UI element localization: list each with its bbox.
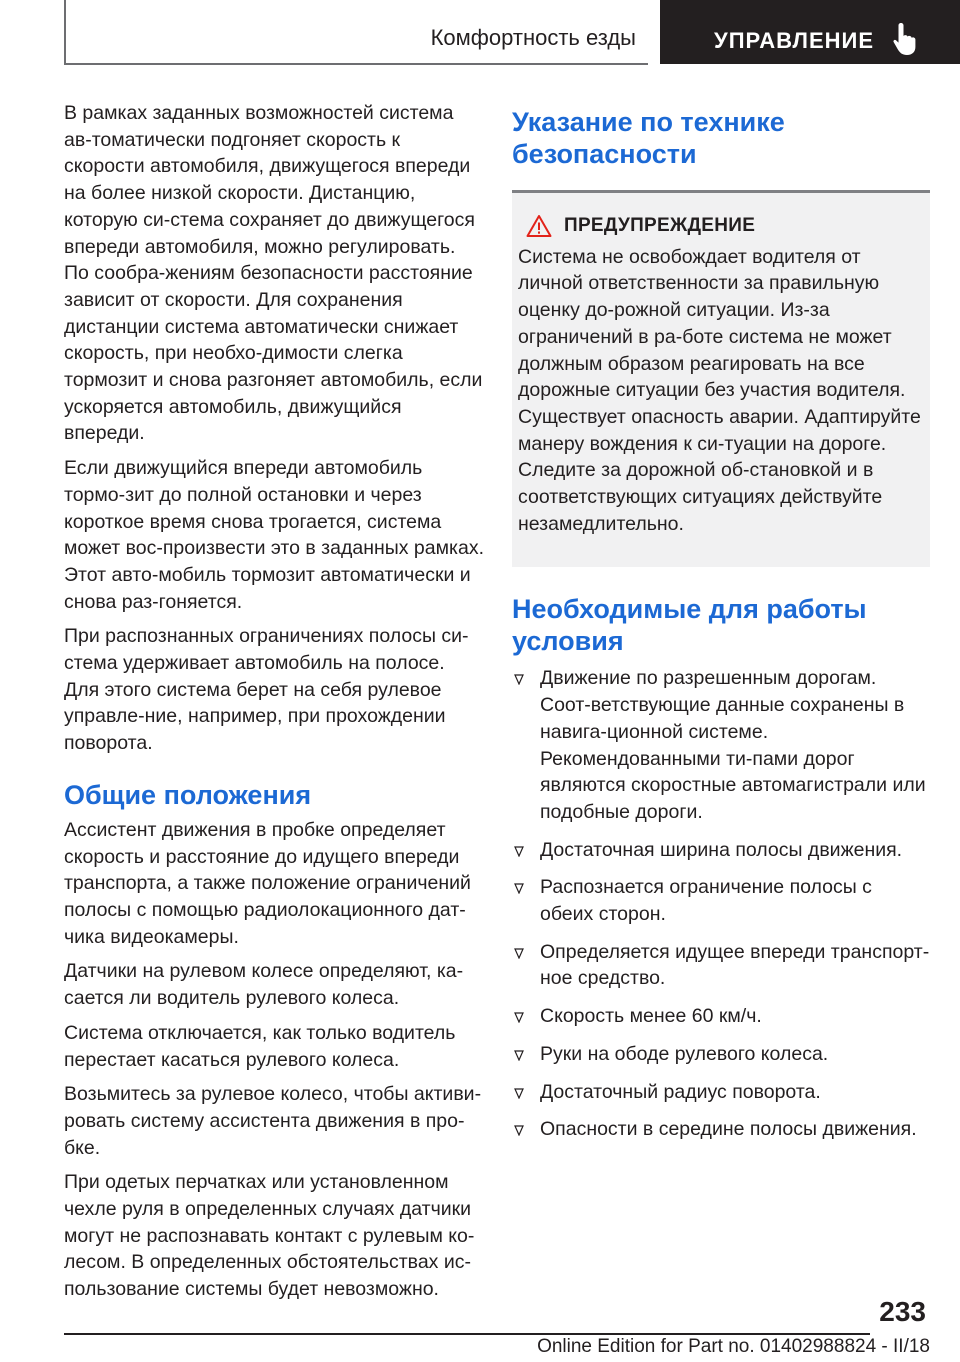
triangle-bullet-icon bbox=[514, 846, 524, 857]
list-item-text: Достаточный радиус поворота. bbox=[540, 1080, 821, 1103]
list-item-text: Руки на ободе рулевого колеса. bbox=[540, 1042, 829, 1065]
list-item bbox=[512, 837, 930, 864]
triangle-bullet-icon bbox=[514, 883, 524, 894]
general-paragraph-4: Возьмитесь за рулевое колесо, чтобы активи-ровать систему ассистента движения в про-бке. bbox=[64, 1083, 482, 1159]
right-column bbox=[512, 100, 930, 1154]
list-item bbox=[512, 1079, 930, 1106]
warning-box bbox=[512, 193, 930, 567]
triangle-bullet-icon bbox=[514, 1012, 524, 1023]
general-paragraph-3: Система отключается, как только водитель перестает касаться рулевого колеса. bbox=[64, 1021, 456, 1071]
list-item bbox=[512, 1116, 930, 1143]
list-item-text: Скорость менее 60 км/ч. bbox=[540, 1005, 762, 1028]
triangle-bullet-icon bbox=[514, 948, 524, 959]
list-item bbox=[512, 665, 930, 825]
list-item bbox=[512, 874, 930, 927]
list-item bbox=[512, 939, 930, 992]
header-underline bbox=[64, 63, 648, 65]
page-number: 233 bbox=[879, 1296, 926, 1327]
triangle-bullet-icon bbox=[514, 1050, 524, 1061]
safety-heading: Указание по технике безопасности bbox=[512, 107, 785, 169]
pointing-hand-icon bbox=[892, 22, 922, 56]
triangle-bullet-icon bbox=[514, 1088, 524, 1099]
chapter-tab bbox=[660, 0, 960, 64]
general-paragraph-2: Датчики на рулевом колесе определяют, ка-сается ли водитель рулевого колеса. bbox=[64, 960, 464, 1010]
left-column bbox=[64, 100, 484, 1311]
requirements-list bbox=[512, 665, 930, 1143]
edition-footer: Online Edition for Part no. 01402988824 - II/18 bbox=[537, 1336, 930, 1357]
intro-paragraph-2: Если движущийся впереди автомобиль тормо-зит до полной остановки и через короткое время снова трогается, система может вос-произвести это в заданных рамках. Этот авто-мобиль тормозит автоматически и снова раз-гоняется. bbox=[64, 457, 484, 613]
triangle-bullet-icon bbox=[514, 674, 524, 685]
list-item-text: Опасности в середине полосы движения. bbox=[540, 1118, 917, 1141]
list-item bbox=[512, 1041, 930, 1068]
general-paragraph-5: При одетых перчатках или установленном чехле руля в определенных случаях датчики могут не распознавать контакт с рулевым ко-лесом. В определенных обстоятельствах ис-пользование системы будет невозможно. bbox=[64, 1171, 475, 1301]
list-item bbox=[512, 1003, 930, 1030]
list-item-text: Распознается ограничение полосы с обеих сторон. bbox=[540, 876, 872, 926]
intro-paragraph-3: При распознанных ограничениях полосы си-стема удерживает автомобиль на полосе. Для этого система берет на себя рулевое управле-ние, например, при прохождении поворота. bbox=[64, 625, 469, 755]
list-item-text: Определяется идущее впереди транспорт-ное средство. bbox=[540, 940, 930, 990]
warning-text: Система не освобождает водителя от личной ответственности за правильную оценку до-рожной ситуации. Из-за ограничений в ра-боте система не может должным образом реагировать на все дорожные ситуации без участия водителя. Существует опасность аварии. Адаптируйте манеру вождения к си-туации на дороге. Следите за дорожной об-становкой и в соответствующих ситуациях действуйте незамедлительно. bbox=[518, 245, 921, 535]
list-item-text: Достаточная ширина полосы движения. bbox=[540, 838, 903, 861]
warning-title: ПРЕДУПРЕЖДЕНИЕ bbox=[564, 215, 756, 236]
general-paragraph-1: Ассистент движения в пробке определяет скорость и расстояние до идущего впереди транспорта, а также положение ограничений полосы с помощью радиолокационного дат-чика видеокамеры. bbox=[64, 818, 471, 948]
general-heading: Общие положения bbox=[64, 779, 312, 810]
triangle-bullet-icon bbox=[514, 1125, 524, 1136]
intro-paragraph-1: В рамках заданных возможностей система ав-томатически подгоняет скорость к скорости автомобиля, движущегося впереди на более низкой скорости. Дистанцию, которую си-стема сохраняет до движущегося впереди автомобиля, можно регулировать. По сообра-жениям безопасности расстояние зависит от скорости. Для сохранения дистанции система автоматически снижает скорость, при необхо-димости слегка тормозит и снова разгоняет автомобиль, если ускоряется автомобиль, движущийся впереди. bbox=[64, 102, 483, 445]
warning-header bbox=[518, 213, 924, 240]
chapter-title: УПРАВЛЕНИЕ bbox=[714, 28, 874, 53]
list-item-text: Движение по разрешенным дорогам. Соот-ветствующие данные сохранены в навига-ционной системе. Рекомендованными ти-пами дорог являются скоростные автомагистрали или подобные дороги. bbox=[540, 667, 926, 823]
requirements-heading: Необходимые для работы условия bbox=[512, 594, 867, 657]
warning-triangle-icon bbox=[526, 214, 552, 238]
section-title: Комфортность езды bbox=[430, 25, 636, 50]
